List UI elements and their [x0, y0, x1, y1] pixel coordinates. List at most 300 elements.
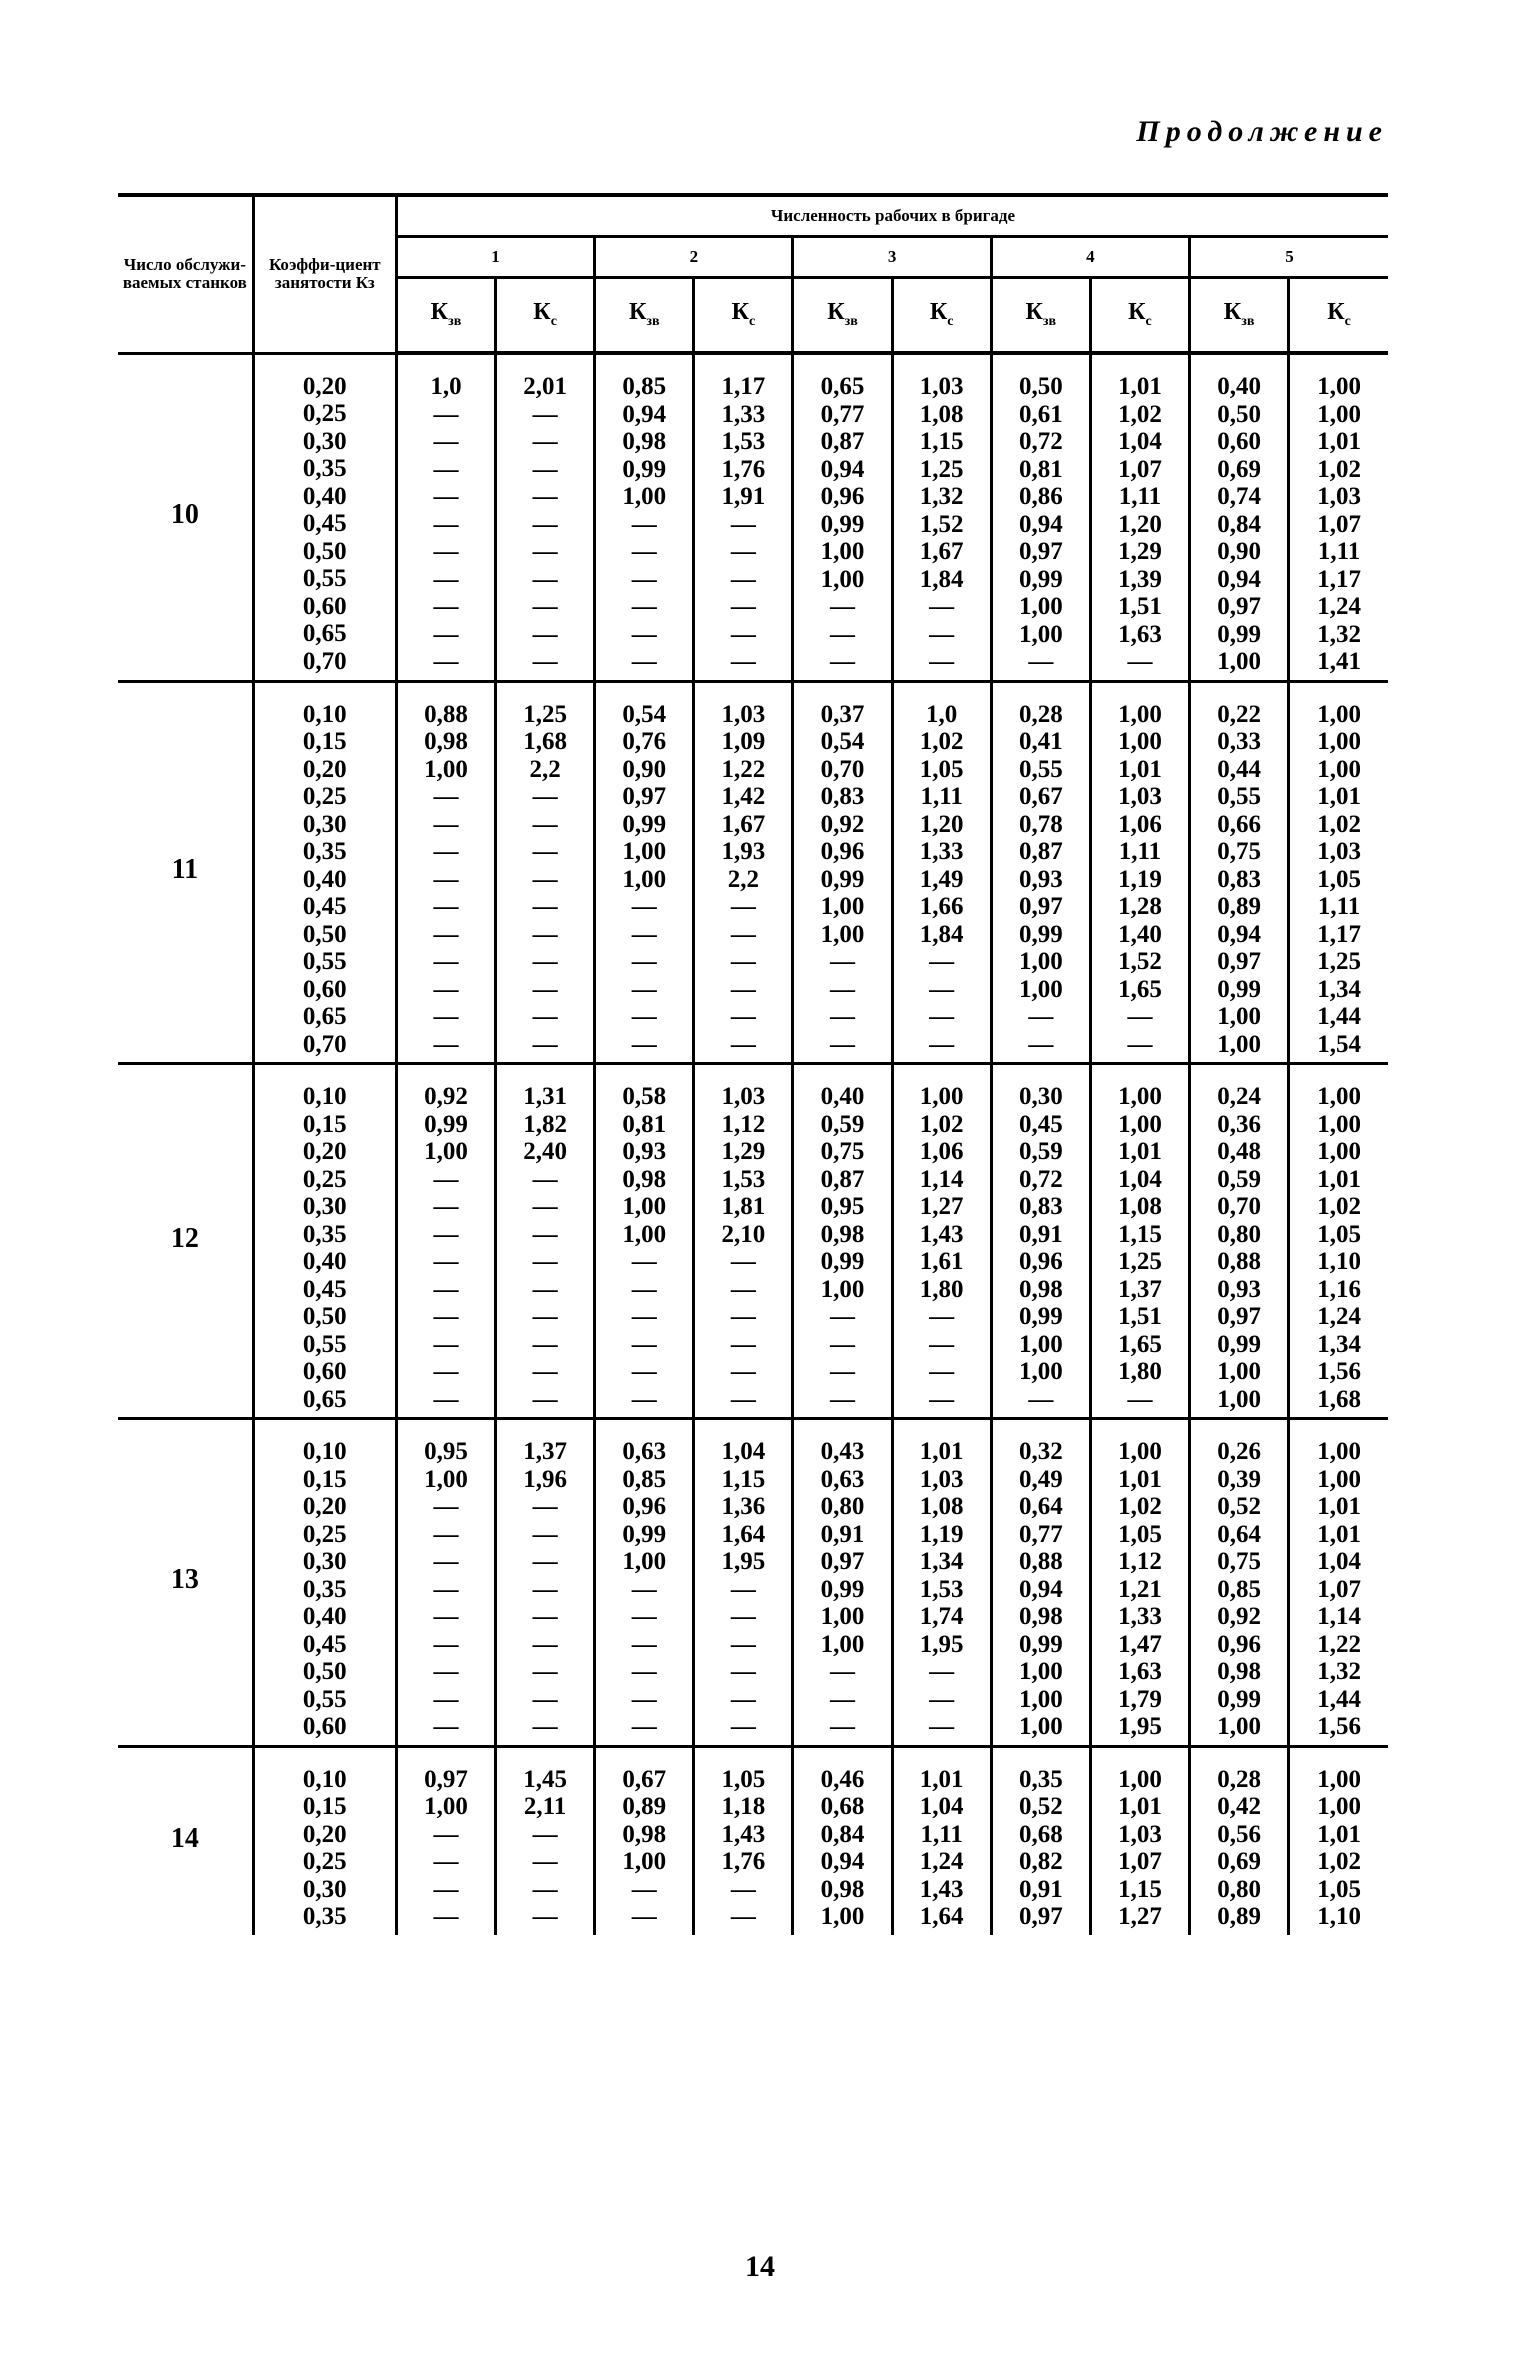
table-cell-value: — — [1028, 1030, 1054, 1058]
table-cell-value: — — [433, 1630, 459, 1658]
table-cell-value: 0,28 — [1217, 1765, 1261, 1793]
table-cell-value: 1,00 — [1118, 728, 1162, 755]
table-cell-value: 1,61 — [919, 1248, 964, 1275]
table-cell-value: 0,97 — [820, 1548, 865, 1575]
table-cell-value: 1,00 — [1018, 1685, 1063, 1713]
table-cell-value: — — [433, 620, 459, 648]
table-cell-value: — — [532, 1713, 558, 1740]
table-cell-value: 1,03 — [1118, 1820, 1162, 1848]
coefficient-column — [253, 681, 396, 1064]
table-cell-value: — — [433, 1030, 459, 1058]
table-cell-value: 1,42 — [721, 783, 766, 810]
kc-column-workers-4 — [1090, 1746, 1189, 1935]
table-cell-value: 1,19 — [1118, 865, 1162, 893]
coefficient-value: 0,55 — [302, 1685, 347, 1713]
table-cell-value: 0,89 — [1217, 1903, 1261, 1930]
table-cell-value: 1,0 — [430, 373, 462, 400]
table-cell-value: — — [532, 1903, 558, 1930]
table-cell-value: 1,68 — [1317, 1385, 1361, 1413]
table-cell-value: 0,68 — [1018, 1820, 1063, 1848]
table-cell-value: 1,00 — [1317, 728, 1361, 755]
table-cell-value: 1,00 — [1118, 1438, 1162, 1465]
kzv-column-workers-3 — [793, 353, 892, 681]
table-cell-value: 1,00 — [1018, 975, 1063, 1003]
table-cell-value: 1,65 — [1118, 1330, 1162, 1358]
table-cell-value: 1,24 — [1317, 1303, 1361, 1330]
table-cell-value: 0,61 — [1018, 400, 1063, 428]
table-cell-value: 1,45 — [523, 1765, 567, 1793]
subheader-subscript: зв — [1241, 314, 1255, 330]
table-cell-value: — — [929, 948, 955, 975]
table-cell-value: 0,78 — [1018, 810, 1063, 838]
coefficient-value: 0,70 — [302, 1030, 347, 1058]
table-cell-value: — — [730, 648, 756, 675]
table-cell-value: — — [433, 428, 459, 455]
subheader-symbol: К — [1128, 299, 1146, 326]
table-cell-value: — — [1028, 1003, 1054, 1030]
header-workers-group: Численность рабочих в бригаде — [396, 195, 1388, 237]
table-cell-value: 1,00 — [622, 1193, 667, 1220]
coefficient-column — [253, 1746, 396, 1935]
coefficient-value: 0,60 — [302, 592, 347, 620]
table-cell-value: — — [532, 838, 558, 865]
table-cell-value: 1,32 — [1317, 1658, 1361, 1685]
coefficient-value: 0,40 — [302, 482, 347, 510]
table-cell-value: 1,00 — [424, 1793, 468, 1820]
coefficient-value: 0,25 — [302, 400, 347, 427]
table-cell-value: — — [929, 1030, 955, 1058]
coefficient-value: 0,10 — [302, 700, 347, 728]
kc-column-workers-1 — [496, 1419, 595, 1747]
table-cell-value: 1,03 — [919, 373, 964, 400]
table-cell-value: — — [532, 920, 558, 948]
table-cell-value: 0,54 — [622, 700, 667, 728]
table-cell-value: 1,95 — [721, 1548, 766, 1575]
table-cell-value: 1,01 — [1317, 783, 1361, 810]
table-cell-value: 1,01 — [919, 1438, 964, 1465]
table-cell-value: 1,00 — [1317, 1083, 1361, 1110]
subheader-subscript: зв — [646, 314, 660, 330]
table-cell-value: — — [730, 1330, 756, 1358]
table-cell-value: — — [631, 1903, 657, 1930]
table-cell-value: 1,00 — [1317, 1438, 1361, 1465]
header-workers-1: 1 — [396, 237, 594, 278]
table-cell-value: 0,97 — [1018, 1903, 1063, 1930]
table-cell-value: 0,75 — [1217, 838, 1261, 865]
table-cell-value: 0,75 — [820, 1138, 865, 1165]
table-cell-value: — — [532, 1248, 558, 1275]
table-cell-value: — — [433, 1548, 459, 1575]
table-cell-value: 0,77 — [1018, 1520, 1063, 1548]
table-cell-value: 2,2 — [529, 755, 561, 783]
table-cell-value: — — [433, 565, 459, 593]
table-cell-value: 1,96 — [523, 1465, 567, 1493]
table-cell-value: 0,45 — [1018, 1110, 1063, 1138]
table-cell-value: 1,53 — [919, 1575, 964, 1603]
kc-column-workers-2 — [694, 1746, 793, 1935]
kc-column-workers-2 — [694, 681, 793, 1064]
table-cell-value: 0,82 — [1018, 1848, 1063, 1875]
table-cell-value: — — [433, 483, 459, 510]
table-cell-value: — — [929, 1685, 955, 1713]
kc-column-workers-5 — [1289, 353, 1388, 681]
table-cell-value: — — [631, 1575, 657, 1603]
table-cell-value: 0,85 — [622, 373, 667, 400]
group-row-13 — [118, 1419, 1388, 1747]
table-cell-value: — — [532, 565, 558, 593]
kc-column-workers-5 — [1289, 1064, 1388, 1419]
table-cell-value: 1,24 — [919, 1848, 964, 1875]
subheader-symbol: К — [628, 299, 647, 326]
table-cell-value: 1,15 — [919, 428, 964, 455]
table-cell-value: 0,98 — [1018, 1275, 1063, 1303]
table-cell-value: — — [532, 1030, 558, 1058]
table-cell-value: 1,00 — [820, 920, 865, 948]
table-cell-value: — — [532, 400, 558, 428]
table-cell-value: — — [830, 1658, 856, 1685]
table-cell-value: 1,76 — [721, 455, 766, 483]
table-cell-value: 1,53 — [721, 428, 766, 455]
coefficient-column — [253, 1419, 396, 1747]
table-cell-value: 0,97 — [622, 783, 667, 810]
table-cell-value: 1,00 — [622, 1220, 667, 1248]
table-cell-value: 1,11 — [920, 783, 963, 810]
kc-column-workers-3 — [892, 1419, 991, 1747]
subheader-subscript: с — [1145, 314, 1152, 330]
subheader-subscript: с — [550, 314, 557, 330]
table-cell-value: 0,63 — [622, 1438, 667, 1465]
coefficient-value: 0,55 — [302, 1330, 347, 1358]
coefficient-value: 0,40 — [302, 1603, 347, 1630]
table-cell-value: 0,98 — [1217, 1658, 1261, 1685]
coefficient-value: 0,35 — [302, 838, 347, 865]
table-cell-value: — — [532, 538, 558, 565]
table-cell-value: 0,64 — [1018, 1493, 1063, 1520]
table-cell-value: 1,51 — [1118, 1303, 1162, 1330]
table-cell-value: 0,72 — [1018, 1165, 1063, 1193]
kc-column-workers-3 — [892, 1746, 991, 1935]
kc-column-workers-4 — [1090, 353, 1189, 681]
kc-column-workers-3 — [892, 681, 991, 1064]
table-cell-value: 0,69 — [1217, 1848, 1261, 1875]
table-cell-value: — — [1127, 1003, 1153, 1030]
table-cell-value: — — [631, 920, 657, 948]
table-cell-value: 1,25 — [523, 700, 567, 728]
table-cell-value: 0,81 — [622, 1110, 667, 1138]
table-cell-value: 1,03 — [1118, 783, 1162, 810]
table-cell-value: 0,95 — [424, 1438, 468, 1465]
table-cell-value: 0,99 — [1217, 620, 1261, 648]
table-cell-value: — — [730, 1303, 756, 1330]
table-cell-value: — — [433, 538, 459, 565]
kzv-column-workers-4 — [991, 1419, 1090, 1747]
table-cell-value: 0,80 — [1217, 1875, 1261, 1903]
table-cell-value: — — [532, 1385, 558, 1413]
table-cell-value: 1,15 — [1118, 1220, 1162, 1248]
table-cell-value: 1,01 — [1118, 755, 1162, 783]
kc-column-workers-2 — [694, 353, 793, 681]
table-cell-value: 1,56 — [1317, 1358, 1361, 1385]
table-cell-value: 0,52 — [1217, 1493, 1261, 1520]
table-cell-value: 2,01 — [523, 373, 567, 400]
coefficient-value: 0,45 — [302, 510, 347, 537]
coefficient-value: 0,65 — [302, 1385, 347, 1413]
table-cell-value: 0,88 — [1217, 1248, 1261, 1275]
table-cell-value: — — [929, 648, 955, 675]
table-cell-value: 1,34 — [919, 1548, 964, 1575]
table-cell-value: 0,97 — [1018, 538, 1063, 565]
table-cell-value: — — [433, 1713, 459, 1740]
table-cell-value: 1,11 — [920, 1820, 963, 1848]
table-cell-value: — — [433, 1003, 459, 1030]
table-cell-value: — — [730, 1875, 756, 1903]
table-cell-value: 1,08 — [919, 1493, 964, 1520]
table-cell-value: — — [532, 1848, 558, 1875]
table-cell-value: 0,67 — [1018, 783, 1063, 810]
table-cell-value: 1,09 — [721, 728, 766, 755]
table-cell-value: — — [433, 1575, 459, 1603]
table-cell-value: 0,99 — [820, 865, 865, 893]
coefficient-value: 0,60 — [302, 1713, 347, 1740]
table-cell-value: 0,94 — [820, 455, 865, 483]
table-cell-value: 0,64 — [1217, 1520, 1261, 1548]
table-cell-value: 1,01 — [1118, 373, 1162, 400]
subheader-symbol: К — [1025, 299, 1043, 326]
table-cell-value: — — [532, 783, 558, 810]
subheader-kzv-3 — [793, 278, 892, 354]
table-cell-value: 0,96 — [820, 483, 865, 510]
table-cell-value: 0,70 — [820, 755, 865, 783]
table-cell-value: 0,98 — [622, 1165, 667, 1193]
table-cell-value: 0,97 — [1217, 593, 1261, 620]
table-cell-value: 1,04 — [1118, 428, 1162, 455]
machines-count: 12 — [118, 1064, 253, 1419]
table-cell-value: — — [929, 620, 955, 648]
kc-column-workers-4 — [1090, 681, 1189, 1064]
table-cell-value: 0,99 — [1018, 920, 1063, 948]
table-cell-value: — — [830, 948, 856, 975]
table-cell-value: — — [532, 1603, 558, 1630]
table-cell-value: — — [433, 510, 459, 538]
kzv-column-workers-5 — [1190, 681, 1289, 1064]
kzv-column-workers-4 — [991, 1064, 1090, 1419]
table-cell-value: 1,00 — [1317, 373, 1361, 400]
table-cell-value: 1,95 — [919, 1630, 964, 1658]
table-cell-value: — — [730, 1275, 756, 1303]
table-cell-value: — — [730, 1658, 756, 1685]
table-cell-value: 1,64 — [721, 1520, 766, 1548]
table-cell-value: — — [532, 428, 558, 455]
table-cell-value: 1,00 — [1217, 648, 1261, 675]
table-cell-value: 0,91 — [820, 1520, 865, 1548]
table-cell-value: 0,83 — [1217, 865, 1261, 893]
table-cell-value: 1,00 — [622, 838, 667, 865]
table-cell-value: 0,75 — [1217, 1548, 1261, 1575]
kc-column-workers-3 — [892, 1064, 991, 1419]
header-workers-2: 2 — [595, 237, 793, 278]
table-cell-value: 0,67 — [622, 1765, 667, 1793]
kzv-column-workers-1 — [396, 353, 495, 681]
table-cell-value: 0,95 — [820, 1193, 865, 1220]
group-row-12 — [118, 1064, 1388, 1419]
table-cell-value: 0,93 — [1217, 1275, 1261, 1303]
kzv-column-workers-3 — [793, 1064, 892, 1419]
table-cell-value: — — [631, 1030, 657, 1058]
table-cell-value: 1,37 — [523, 1438, 567, 1465]
table-cell-value: 1,28 — [1118, 893, 1162, 920]
table-cell-value: — — [532, 1520, 558, 1548]
kc-column-workers-4 — [1090, 1419, 1189, 1747]
table-cell-value: 1,03 — [1317, 838, 1361, 865]
table-cell-value: — — [631, 1385, 657, 1413]
table-cell-value: 1,49 — [919, 865, 964, 893]
table-cell-value: 1,00 — [1217, 1003, 1261, 1030]
subheader-subscript: зв — [448, 314, 462, 330]
table-cell-value: — — [929, 1303, 955, 1330]
coefficient-value: 0,60 — [302, 975, 347, 1003]
table-cell-value: 1,00 — [424, 755, 468, 783]
table-cell-value: 0,24 — [1217, 1083, 1261, 1110]
table-cell-value: 0,46 — [820, 1765, 865, 1793]
table-cell-value: 1,00 — [820, 1630, 865, 1658]
table-cell-value: 1,91 — [721, 483, 766, 510]
page-number: 14 — [745, 2250, 775, 2283]
table-cell-value: — — [830, 1685, 856, 1713]
subheader-subscript: зв — [1042, 314, 1057, 330]
table-cell-value: 1,43 — [721, 1820, 766, 1848]
table-cell-value: 1,19 — [919, 1520, 964, 1548]
table-cell-value: — — [631, 1303, 657, 1330]
table-cell-value: 1,01 — [919, 1765, 964, 1793]
table-cell-value: 0,99 — [820, 1575, 865, 1603]
coefficient-value: 0,20 — [302, 755, 347, 783]
table-cell-value: 1,03 — [721, 700, 766, 728]
table-cell-value: 1,05 — [1317, 1875, 1361, 1903]
table-cell-value: 1,07 — [1317, 1575, 1361, 1603]
coefficient-value: 0,20 — [302, 1138, 347, 1165]
subheader-subscript: зв — [844, 314, 858, 330]
table-cell-value: — — [433, 893, 459, 920]
coefficient-value: 0,60 — [302, 1358, 347, 1385]
kzv-column-workers-2 — [595, 1746, 694, 1935]
table-cell-value: 1,24 — [1317, 593, 1361, 620]
table-cell-value: — — [730, 1248, 756, 1275]
header-workers-3: 3 — [793, 237, 991, 278]
table-cell-value: 0,96 — [1018, 1248, 1063, 1275]
continuation-label: Продолжение — [1136, 115, 1388, 148]
kzv-column-workers-2 — [595, 1419, 694, 1747]
header-machines: Число обслужи-ваемых станков — [118, 195, 253, 353]
table-cell-value: 0,87 — [820, 428, 865, 455]
table-cell-value: 0,58 — [622, 1083, 667, 1110]
table-cell-value: 1,00 — [820, 538, 865, 565]
table-cell-value: 1,20 — [919, 810, 964, 838]
coefficient-value: 0,50 — [302, 1658, 347, 1685]
table-cell-value: 1,16 — [1317, 1275, 1361, 1303]
table-cell-value: — — [532, 1493, 558, 1520]
table-cell-value: 0,92 — [424, 1083, 468, 1110]
table-cell-value: — — [730, 1030, 756, 1058]
table-cell-value: 1,07 — [1118, 455, 1162, 483]
table-cell-value: 1,17 — [1317, 920, 1361, 948]
subheader-symbol: К — [430, 299, 449, 326]
table-cell-value: 1,01 — [1317, 1493, 1361, 1520]
coefficient-value: 0,45 — [302, 1630, 347, 1658]
coefficient-value: 0,20 — [302, 1493, 347, 1520]
table-cell-value: — — [532, 510, 558, 538]
table-cell-value: 1,43 — [919, 1875, 964, 1903]
machines-count: 10 — [118, 353, 253, 681]
kzv-column-workers-5 — [1190, 353, 1289, 681]
table-cell-value: — — [631, 1248, 657, 1275]
table-cell-value: 1,00 — [1317, 700, 1361, 728]
table-cell-value: 1,06 — [1118, 810, 1162, 838]
kc-column-workers-1 — [496, 353, 595, 681]
table-cell-value: 1,33 — [919, 838, 964, 865]
table-cell-value: 0,99 — [1018, 565, 1063, 593]
table-cell-value: — — [532, 810, 558, 838]
kzv-column-workers-3 — [793, 1419, 892, 1747]
table-cell-value: 1,11 — [1118, 483, 1162, 510]
table-cell-value: — — [631, 1658, 657, 1685]
table-cell-value: 1,02 — [1118, 400, 1162, 428]
table-cell-value: — — [730, 1575, 756, 1603]
table-cell-value: — — [730, 1385, 756, 1413]
table-cell-value: 1,00 — [1018, 1330, 1063, 1358]
table-cell-value: 1,84 — [919, 920, 964, 948]
table-cell-value: 0,39 — [1217, 1465, 1261, 1493]
table-cell-value: 0,42 — [1217, 1793, 1261, 1820]
table-cell-value: — — [1127, 1030, 1153, 1058]
subheader-kc-5 — [1289, 278, 1388, 354]
table-cell-value: 1,95 — [1118, 1713, 1162, 1740]
coefficient-value: 0,50 — [302, 920, 347, 948]
table-cell-value: — — [730, 893, 756, 920]
table-cell-value: 1,00 — [820, 565, 865, 593]
table-cell-value: 1,02 — [1317, 1848, 1361, 1875]
table-cell-value: 0,33 — [1217, 728, 1261, 755]
table-cell-value: — — [433, 1193, 459, 1220]
kc-column-workers-1 — [496, 1746, 595, 1935]
table-cell-value: — — [433, 400, 459, 428]
table-cell-value: 1,10 — [1317, 1903, 1361, 1930]
table-cell-value: 1,64 — [919, 1903, 964, 1930]
table-cell-value: 1,00 — [1118, 1765, 1162, 1793]
table-cell-value: — — [929, 1358, 955, 1385]
coefficient-value: 0,15 — [302, 1793, 347, 1820]
table-cell-value: 1,17 — [1317, 565, 1361, 593]
table-cell-value: 1,00 — [1118, 1110, 1162, 1138]
table-cell-value: 1,43 — [919, 1220, 964, 1248]
table-cell-value: 1,01 — [1317, 1820, 1361, 1848]
table-cell-value: 1,00 — [1317, 755, 1361, 783]
table-cell-value: — — [830, 1358, 856, 1385]
table-cell-value: 1,03 — [721, 1083, 766, 1110]
table-cell-value: 0,92 — [820, 810, 865, 838]
table-cell-value: 0,98 — [622, 428, 667, 455]
table-cell-value: — — [532, 620, 558, 648]
coefficient-value: 0,25 — [302, 1848, 347, 1875]
table-cell-value: 0,99 — [424, 1110, 468, 1138]
table-cell-value: — — [433, 975, 459, 1003]
table-cell-value: 1,12 — [721, 1110, 766, 1138]
coefficient-value: 0,35 — [302, 1220, 347, 1248]
table-cell-value: — — [433, 948, 459, 975]
kc-column-workers-5 — [1289, 1419, 1388, 1747]
table-cell-value: 1,02 — [1317, 810, 1361, 838]
table-cell-value: — — [730, 1003, 756, 1030]
table-cell-value: 1,36 — [721, 1493, 766, 1520]
